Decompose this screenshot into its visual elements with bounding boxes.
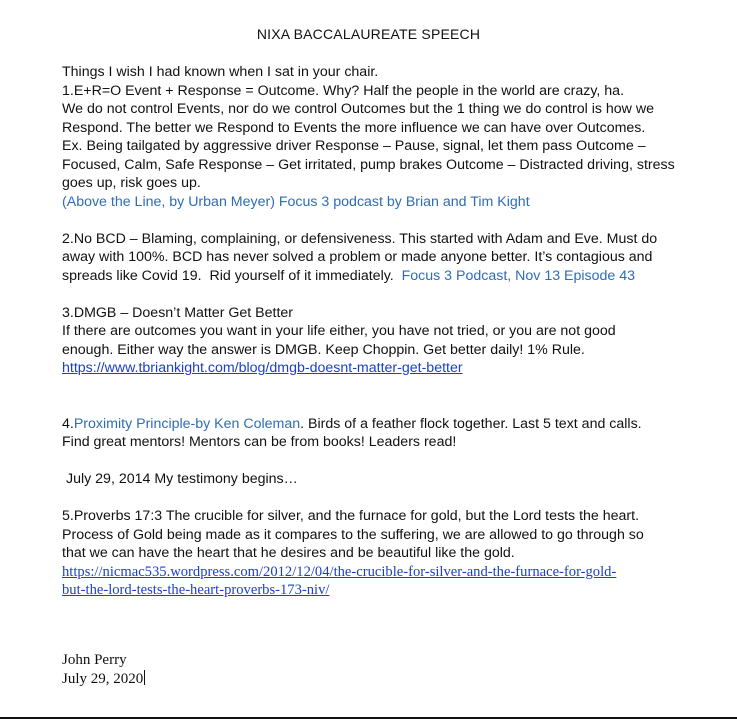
point-1-line-5: Focused, Calm, Safe Response – Get irritated, pump brakes Outcome – Distracted driving, stress — [62, 156, 675, 173]
signature-date-line — [62, 670, 145, 689]
point-4-line-2: Find great mentors! Mentors can be from books! Leaders read! — [62, 434, 457, 450]
intro-line: Things I wish I had known when I sat in your chair. — [62, 64, 379, 80]
point-2-line-3-text: spreads like Covid 19. Rid yourself of it immediately. — [62, 267, 402, 284]
point-4-line-1 — [62, 415, 730, 434]
point-1-line-6: goes up, risk goes up. — [62, 175, 201, 191]
point-4-reference: Proximity Principle-by Ken Coleman — [73, 415, 301, 432]
page-bottom-border — [0, 717, 737, 719]
point-2-reference: Focus 3 Podcast, Nov 13 Episode 43 — [401, 267, 636, 284]
testimony-line: July 29, 2014 My testimony begins… — [66, 471, 298, 487]
point-4-line-1-rest: . Birds of a feather flock together. Last 5 text and calls. — [300, 415, 642, 432]
point-1-line-2: We do not control Events, nor do we control Outcomes but the 1 thing we do control is how we — [62, 101, 654, 117]
text-cursor-icon — [144, 670, 145, 685]
point-2-line-2: away with 100%. BCD has never solved a problem or made anyone better. It’s contagious and — [62, 249, 653, 265]
point-3-line-3: enough. Either way the answer is DMGB. Keep Choppin. Get better daily! 1% Rule. — [62, 341, 585, 358]
signature-date: July 29, 2020 — [62, 671, 144, 687]
speech-body — [62, 63, 730, 600]
point-3-heading: 3.DMGB – Doesn’t Matter Get Better — [62, 304, 294, 321]
point-4-number: 4. — [62, 415, 74, 432]
point-5-line-1: 5.Proverbs 17:3 The crucible for silver, and the furnace for gold, but the Lord tests the heart. — [62, 508, 640, 524]
point-1-line-4: Ex. Being tailgated by aggressive driver Response – Pause, signal, let them pass Outcome – — [62, 138, 646, 154]
point-5-line-3: that we can have the heart that he desires and be beautiful like the gold. — [62, 545, 515, 561]
proverbs-link-part-1[interactable]: https://nicmac535.wordpress.com/2012/12/04/the-crucible-for-silver-and-the-furnace-for-gold- — [62, 563, 617, 580]
dmgb-link[interactable]: https://www.tbriankight.com/blog/dmgb-doesnt-matter-get-better — [62, 360, 463, 376]
point-5-line-2: Process of Gold being made as it compares to the suffering, we are allowed to go through so — [62, 526, 644, 543]
point-1-reference: (Above the Line, by Urban Meyer) Focus 3 podcast by Brian and Tim Kight — [62, 193, 530, 210]
signature-name: John Perry — [62, 652, 127, 668]
point-2-line-3 — [62, 267, 730, 286]
point-3-line-2: If there are outcomes you want in your life either, you have not tried, or you are not good — [62, 323, 616, 339]
document-title: NIXA BACCALAUREATE SPEECH — [256, 26, 481, 42]
point-1-line-1: 1.E+R=O Event + Response = Outcome. Why? Half the people in the world are crazy, ha. — [62, 82, 625, 99]
point-1-line-3: Respond. The better we Respond to Events the more influence we can have over Outcomes. — [62, 119, 646, 136]
proverbs-link-part-2[interactable]: but-the-lord-tests-the-heart-proverbs-173-niv/ — [62, 582, 330, 598]
point-2-line-1: 2.No BCD – Blaming, complaining, or defensiveness. This started with Adam and Eve. Must do — [62, 230, 658, 247]
signature-block — [62, 651, 145, 689]
